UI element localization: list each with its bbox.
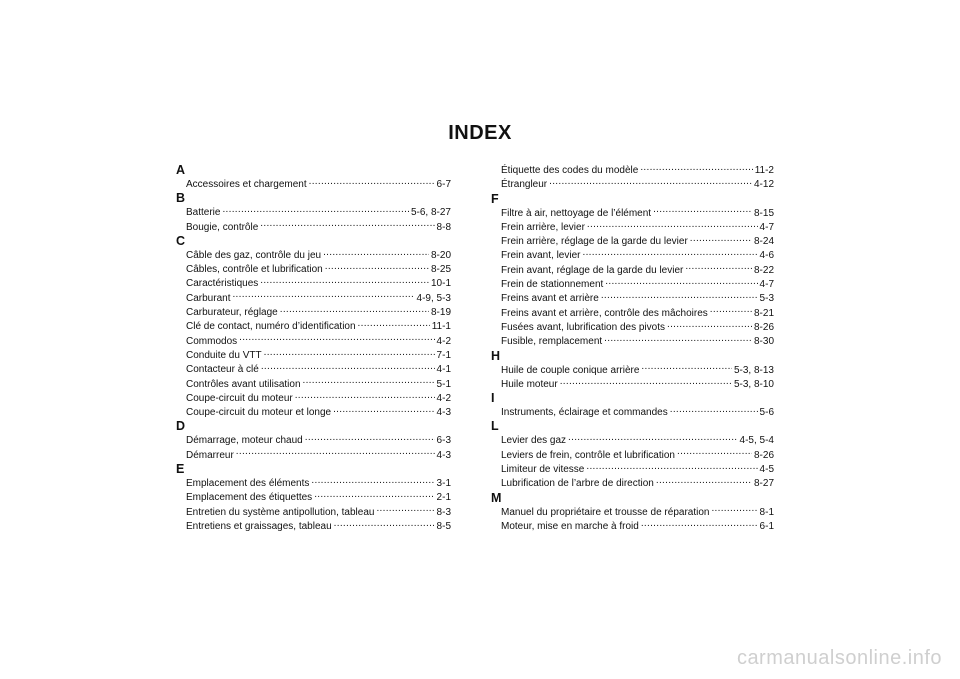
index-entry-label: Lubrification de l’arbre de direction xyxy=(501,478,654,490)
dot-leader xyxy=(376,505,434,515)
index-entry-label: Coupe-circuit du moteur et longe xyxy=(186,407,332,419)
index-entry-label: Contacteur à clé xyxy=(186,364,259,376)
index-entry xyxy=(176,291,451,305)
index-entry-label: Caractéristiques xyxy=(186,278,259,290)
index-entry-page: 11-2 xyxy=(754,165,774,176)
index-entry-label: Frein avant, levier xyxy=(501,250,581,262)
index-entry-page: 4-6 xyxy=(759,250,774,262)
index-entry xyxy=(491,519,774,533)
index-entry-page: 8-3 xyxy=(436,506,451,518)
dot-leader xyxy=(334,519,435,529)
dot-leader xyxy=(653,206,752,216)
dot-leader xyxy=(333,405,434,415)
index-entry xyxy=(491,206,774,220)
index-entry xyxy=(176,519,451,533)
index-entry-label: Conduite du VTT xyxy=(186,349,262,361)
index-entry-label: Leviers de frein, contrôle et lubrification xyxy=(501,449,675,461)
index-entry xyxy=(176,505,451,519)
index-entry xyxy=(491,334,774,348)
index-entry-label: Coupe-circuit du moteur xyxy=(186,392,293,404)
index-entry-page: 8-26 xyxy=(753,321,774,333)
dot-leader xyxy=(305,433,435,443)
index-entry xyxy=(176,334,451,348)
index-letter-heading: A xyxy=(176,163,186,177)
dot-leader xyxy=(582,248,757,258)
index-entry-label: Carburateur, réglage xyxy=(186,307,278,319)
index-entry-page: 4-9, 5-3 xyxy=(416,292,451,304)
dot-leader xyxy=(264,348,435,358)
index-entry xyxy=(491,405,774,419)
dot-leader xyxy=(690,234,752,244)
index-entry-label: Étrangleur xyxy=(501,179,548,191)
index-entry-label: Huile de couple conique arrière xyxy=(501,364,640,376)
index-entry-label: Huile moteur xyxy=(501,378,558,390)
index-entry-page: 5-6 xyxy=(759,407,774,419)
index-entry-page: 4-7 xyxy=(759,279,774,291)
index-entry xyxy=(176,248,451,262)
index-entry-label: Manuel du propriétaire et trousse de réparation xyxy=(501,506,710,518)
index-entry xyxy=(176,262,451,276)
index-entry-page: 8-24 xyxy=(753,236,774,248)
index-entry-label: Contrôles avant utilisation xyxy=(186,378,301,390)
index-entry-page: 4-2 xyxy=(436,392,451,404)
index-entry xyxy=(176,305,451,319)
dot-leader xyxy=(239,334,434,344)
dot-leader xyxy=(641,363,732,373)
index-entry xyxy=(176,476,451,490)
index-entry-page: 8-30 xyxy=(753,336,774,348)
dot-leader xyxy=(325,262,429,272)
index-entry xyxy=(176,433,451,447)
index-entry-label: Freins avant et arrière, contrôle des mâchoires xyxy=(501,307,708,319)
index-entry-page: 8-20 xyxy=(430,249,451,261)
index-entry-page: 4-3 xyxy=(436,407,451,419)
index-entry-page: 8-1 xyxy=(759,506,774,518)
index-entry-page: 2-1 xyxy=(436,492,451,504)
index-entry xyxy=(491,448,774,462)
index-entry-label: Frein avant, réglage de la garde du levier xyxy=(501,264,684,276)
index-entry-page: 6-1 xyxy=(759,520,774,532)
index-entry-label: Bougie, contrôle xyxy=(186,221,259,233)
index-entry-label: Commodos xyxy=(186,335,238,347)
index-entry-page: 8-22 xyxy=(753,264,774,276)
index-entry-label: Emplacement des éléments xyxy=(186,478,310,490)
index-entry-label: Accessoires et chargement xyxy=(186,179,307,190)
dot-leader xyxy=(641,519,758,529)
dot-leader xyxy=(260,276,429,286)
index-column-right xyxy=(491,163,774,533)
dot-leader xyxy=(685,263,752,273)
index-entry xyxy=(491,363,774,377)
index-entry-label: Entretiens et graissages, tableau xyxy=(186,520,332,532)
index-letter-heading: E xyxy=(176,462,185,477)
dot-leader xyxy=(586,462,757,472)
index-entry xyxy=(491,220,774,234)
index-entry-page: 3-1 xyxy=(436,478,451,490)
index-entry-page: 5-1 xyxy=(436,378,451,390)
index-letter-heading: L xyxy=(491,419,499,434)
index-entry-page: 10-1 xyxy=(430,278,451,290)
dot-leader xyxy=(236,448,435,458)
index-entry-label: Étiquette des codes du modèle xyxy=(501,165,639,176)
index-entry xyxy=(491,163,774,177)
index-entry xyxy=(176,405,451,419)
index-entry-label: Entretien du système antipollution, tableau xyxy=(186,506,375,518)
index-entry xyxy=(176,220,451,234)
index-entry-label: Câble des gaz, contrôle du jeu xyxy=(186,249,322,261)
index-entry xyxy=(491,234,774,248)
index-entry-label: Carburant xyxy=(186,292,231,304)
index-entry-page: 8-21 xyxy=(753,307,774,319)
index-entry-page: 5-3, 8-10 xyxy=(733,378,774,390)
dot-leader xyxy=(711,505,757,515)
index-column-left xyxy=(176,163,451,533)
index-entry xyxy=(491,433,774,447)
index-letter-heading: D xyxy=(176,419,186,434)
index-entry-page: 4-1 xyxy=(436,364,451,376)
index-entry-page: 4-7 xyxy=(759,221,774,233)
dot-leader xyxy=(323,248,429,258)
index-entry xyxy=(491,462,774,476)
index-entry xyxy=(176,319,451,333)
dot-leader xyxy=(280,305,429,315)
index-entry xyxy=(491,291,774,305)
dot-leader xyxy=(358,319,430,329)
index-entry-page: 8-15 xyxy=(753,207,774,219)
index-entry xyxy=(176,490,451,504)
index-entry-label: Freins avant et arrière xyxy=(501,293,599,305)
dot-leader xyxy=(232,291,414,301)
index-entry-label: Instruments, éclairage et commandes xyxy=(501,407,668,419)
dot-leader xyxy=(587,220,758,230)
index-entry xyxy=(176,205,451,219)
dot-leader xyxy=(601,291,758,301)
watermark: carmanualsonline.info xyxy=(736,647,942,669)
index-entry-page: 6-7 xyxy=(436,179,451,190)
dot-leader xyxy=(560,377,732,387)
index-entry-page: 4-12 xyxy=(753,179,774,191)
dot-leader xyxy=(311,476,434,486)
index-entry-label: Batterie xyxy=(186,207,221,219)
index-entry-label: Limiteur de vitesse xyxy=(501,464,585,476)
dot-leader xyxy=(222,205,409,215)
index-entry-page: 5-3 xyxy=(759,293,774,305)
dot-leader xyxy=(710,306,752,316)
dot-leader xyxy=(314,490,434,500)
index-entry-page: 5-3, 8-13 xyxy=(733,364,774,376)
index-entry-label: Emplacement des étiquettes xyxy=(186,492,313,504)
index-letter-heading: H xyxy=(491,348,501,363)
page-title: INDEX xyxy=(448,122,512,144)
index-entry xyxy=(491,263,774,277)
index-entry xyxy=(176,448,451,462)
index-letter-heading: B xyxy=(176,191,186,206)
dot-leader xyxy=(677,448,752,458)
index-entry xyxy=(491,476,774,490)
index-entry-page: 4-5 xyxy=(759,464,774,476)
dot-leader xyxy=(309,177,435,187)
index-entry xyxy=(176,391,451,405)
index-entry-page: 7-1 xyxy=(436,349,451,361)
index-entry xyxy=(176,377,451,391)
dot-leader xyxy=(549,177,752,187)
index-entry xyxy=(491,277,774,291)
dot-leader xyxy=(656,476,752,486)
index-entry xyxy=(176,177,451,191)
index-entry-label: Moteur, mise en marche à froid xyxy=(501,520,639,532)
index-entry-page: 6-3 xyxy=(436,435,451,447)
index-entry-page: 8-19 xyxy=(430,307,451,319)
index-entry-page: 5-6, 8-27 xyxy=(410,207,451,219)
index-entry-label: Démarreur xyxy=(186,449,234,461)
index-entry-label: Fusées avant, lubrification des pivots xyxy=(501,321,665,333)
dot-leader xyxy=(670,405,758,415)
index-entry-label: Fusible, remplacement xyxy=(501,336,603,348)
dot-leader xyxy=(604,334,752,344)
dot-leader xyxy=(260,220,434,230)
index-letter-heading: M xyxy=(491,490,502,505)
index-entry-label: Levier des gaz xyxy=(501,435,567,447)
index-letter-heading: I xyxy=(491,391,495,406)
index-entry-label: Filtre à air, nettoyage de l’élément xyxy=(501,207,652,219)
index-entry-label: Frein arrière, levier xyxy=(501,221,585,233)
index-entry xyxy=(491,320,774,334)
index-entry-label: Démarrage, moteur chaud xyxy=(186,435,303,447)
index-entry-page: 4-2 xyxy=(436,335,451,347)
index-entry-page: 11-1 xyxy=(431,321,451,333)
index-entry-page: 4-3 xyxy=(436,449,451,461)
index-entry-label: Clé de contact, numéro d’identification xyxy=(186,321,356,333)
dot-leader xyxy=(667,320,752,330)
index-entry xyxy=(176,362,451,376)
index-entry-page: 8-8 xyxy=(436,221,451,233)
index-entry xyxy=(176,348,451,362)
index-entry xyxy=(491,505,774,519)
index-entry-page: 4-5, 5-4 xyxy=(739,435,774,447)
dot-leader xyxy=(568,433,737,443)
dot-leader xyxy=(303,377,435,387)
dot-leader xyxy=(295,391,435,401)
index-letter-heading: C xyxy=(176,233,186,248)
dot-leader xyxy=(640,163,752,173)
index-entry xyxy=(176,276,451,290)
index-entry-label: Frein arrière, réglage de la garde du levier xyxy=(501,236,688,248)
index-entry-label: Frein de stationnement xyxy=(501,279,604,291)
dot-leader xyxy=(261,362,435,372)
index-entry xyxy=(491,248,774,262)
index-entry-page: 8-25 xyxy=(430,264,451,276)
index-entry-page: 8-27 xyxy=(753,478,774,490)
index-entry-page: 8-26 xyxy=(753,449,774,461)
dot-leader xyxy=(605,277,757,287)
index-entry-page: 8-5 xyxy=(436,520,451,532)
index-entry-label: Câbles, contrôle et lubrification xyxy=(186,264,323,276)
index-entry xyxy=(491,177,774,191)
index-entry xyxy=(491,306,774,320)
index-letter-heading: F xyxy=(491,191,499,206)
index-entry xyxy=(491,377,774,391)
